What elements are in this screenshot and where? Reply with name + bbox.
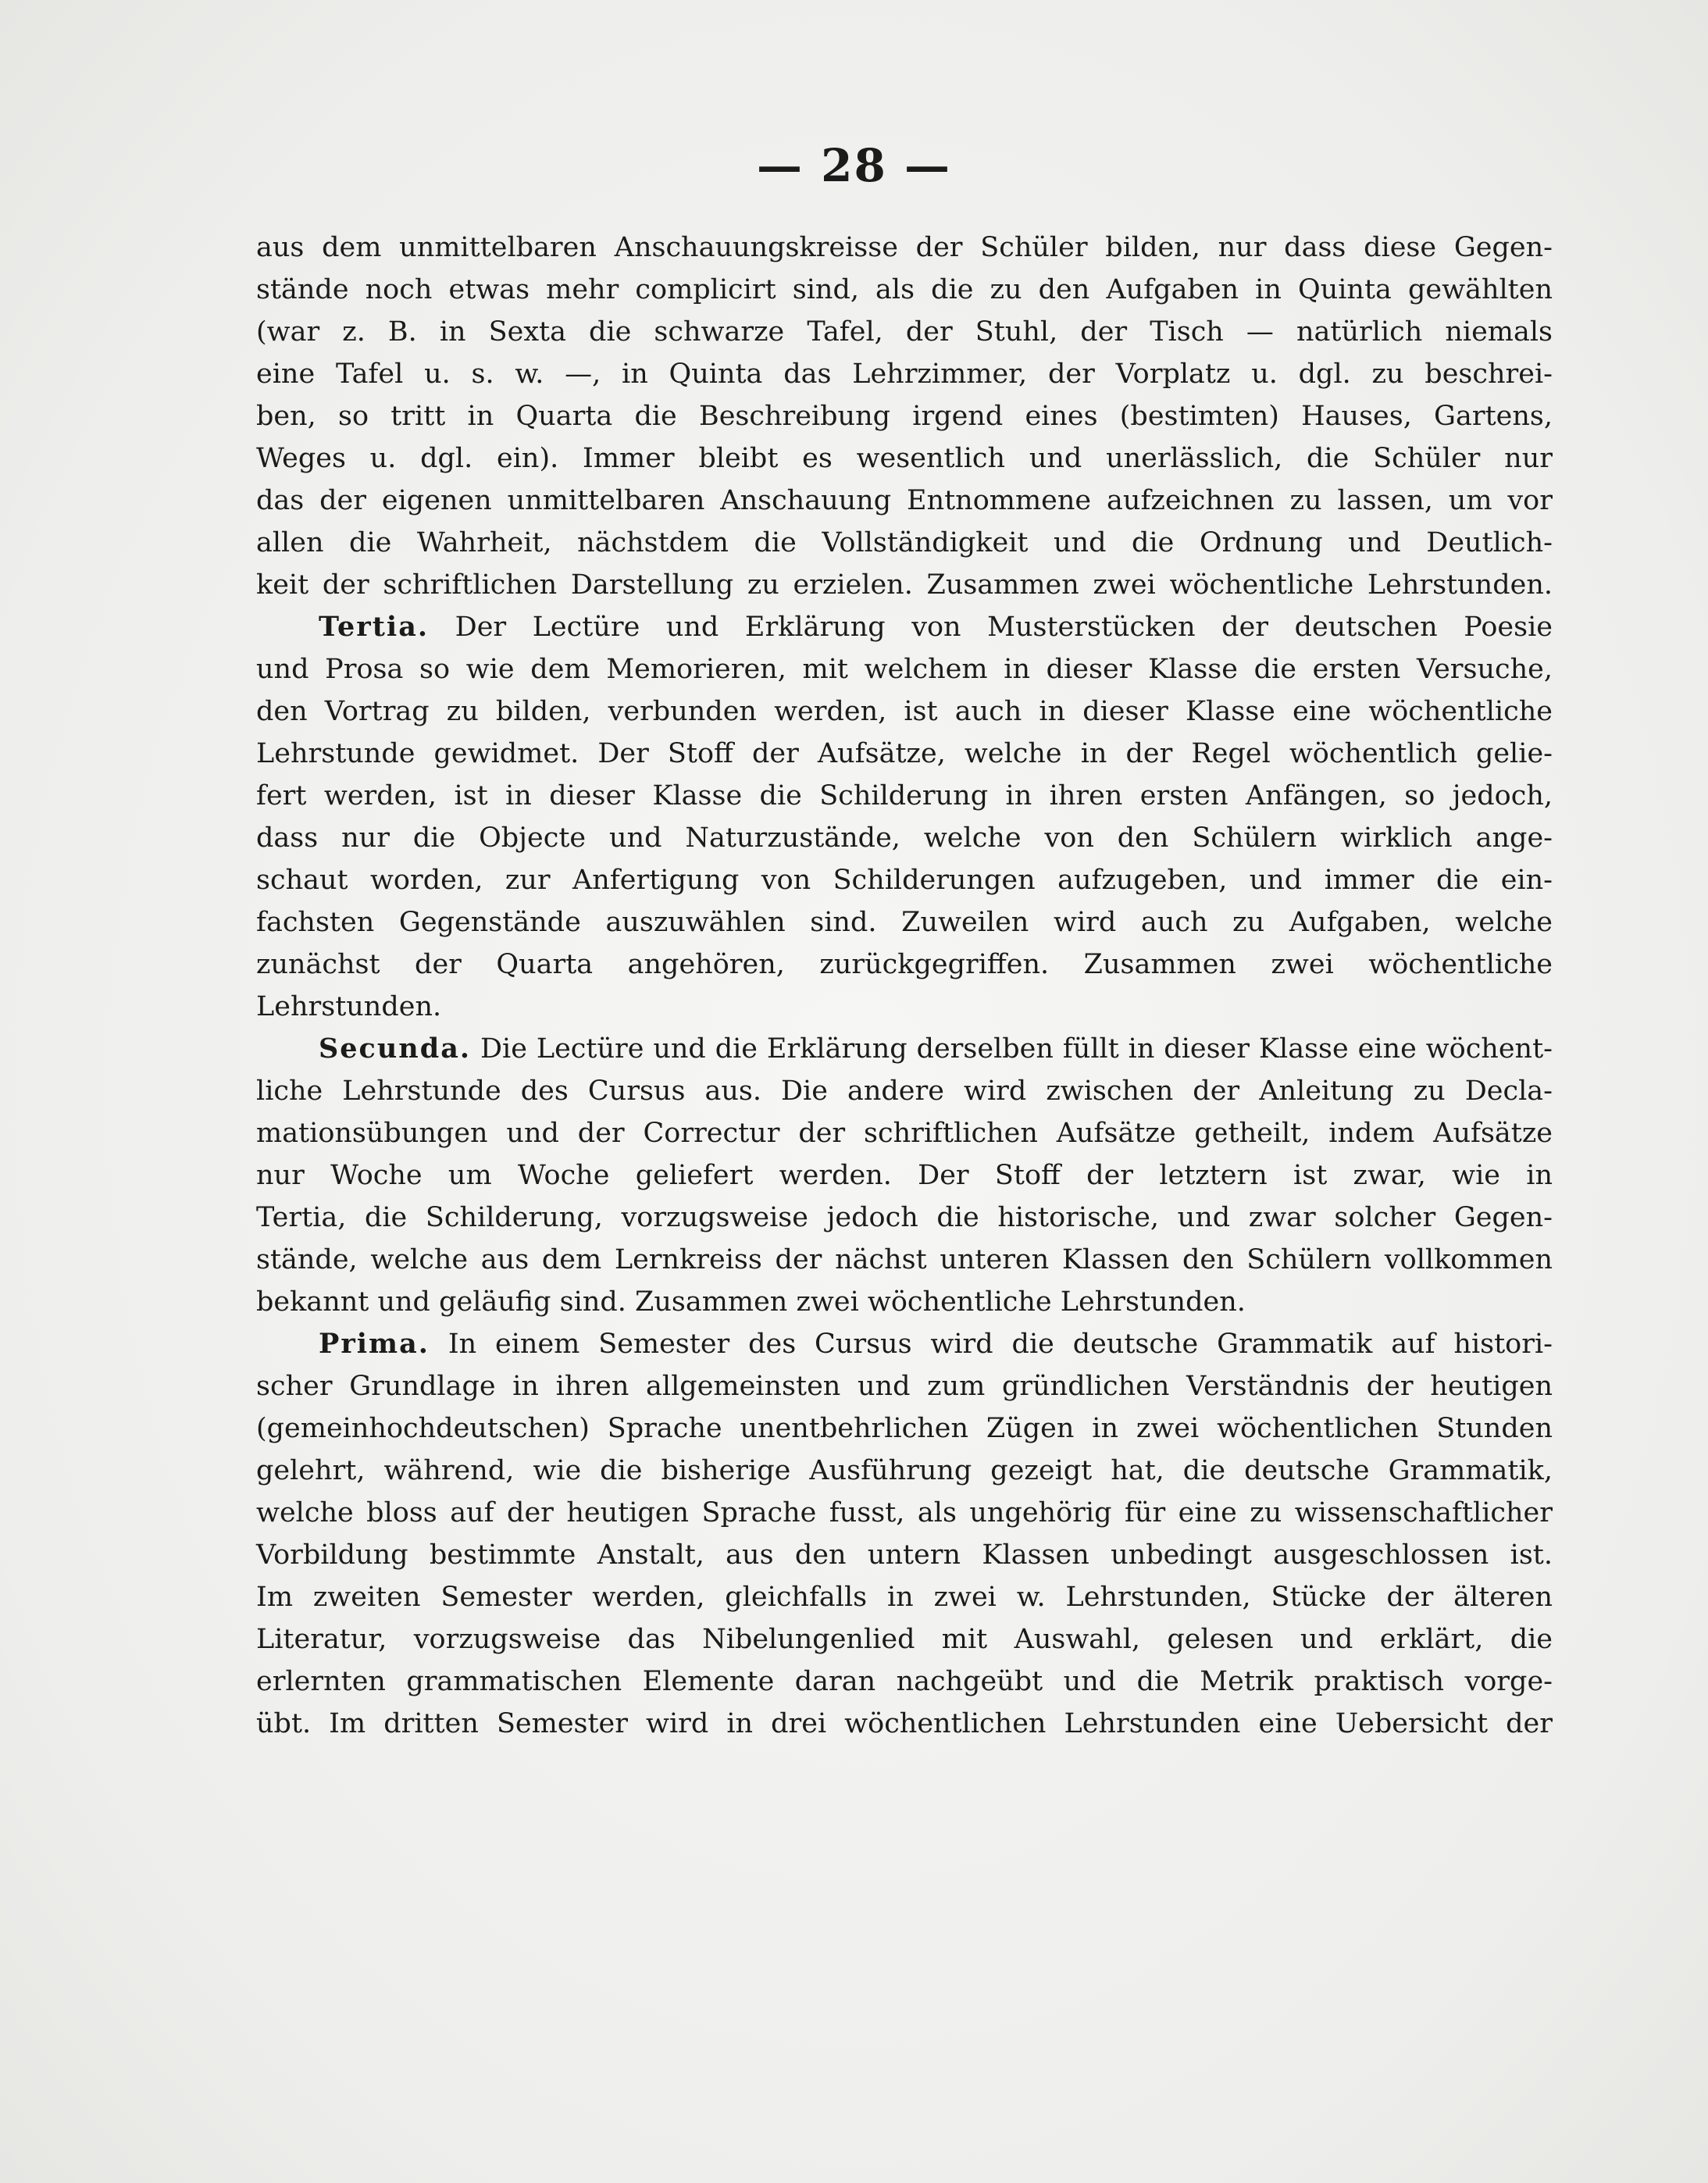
- text-line: zunächst der Quarta angehören, zurückgegriffen. Zusammen zwei wöchentliche: [256, 949, 1553, 980]
- text-line: (gemeinhochdeutschen) Sprache unentbehrlichen Zügen in zwei wöchentlichen Stunden: [256, 1413, 1553, 1444]
- section-heading-tertia: Tertia.: [319, 611, 430, 643]
- text-line: Im zweiten Semester werden, gleichfalls in zwei w. Lehrstunden, Stücke der älteren: [256, 1582, 1553, 1613]
- text-line: ben, so tritt in Quarta die Beschreibung irgend eines (bestimten) Hauses, Gartens,: [256, 401, 1553, 432]
- text-line: Vorbildung bestimmte Anstalt, aus den untern Klassen unbedingt ausgeschlossen ist.: [256, 1539, 1553, 1571]
- text-line: mationsübungen und der Correctur der schriftlichen Aufsätze getheilt, indem Aufsätze: [256, 1118, 1553, 1149]
- text-line: [256, 1323, 1553, 1365]
- text-line: fachsten Gegenstände auszuwählen sind. Zuweilen wird auch zu Aufgaben, welche: [256, 907, 1553, 938]
- text-line: scher Grundlage in ihren allgemeinsten und zum gründlichen Verständnis der heutigen: [256, 1371, 1553, 1402]
- text-line: schaut worden, zur Anfertigung von Schilderungen aufzugeben, und immer die ein-: [256, 865, 1553, 896]
- text-line: [256, 606, 1553, 648]
- paragraph-tertia: [256, 606, 1553, 1028]
- text-line: allen die Wahrheit, nächstdem die Vollständigkeit und die Ordnung und Deutlich-: [256, 527, 1553, 558]
- text-line: und Prosa so wie dem Memorieren, mit welchem in dieser Klasse die ersten Versuche,: [256, 654, 1553, 685]
- text-line: fert werden, ist in dieser Klasse die Schilderung in ihren ersten Anfängen, so jedoch,: [256, 780, 1553, 811]
- text-line: nur Woche um Woche geliefert werden. Der Stoff der letztern ist zwar, wie in: [256, 1160, 1553, 1191]
- text-line: Weges u. dgl. ein). Immer bleibt es wesentlich und unerlässlich, die Schüler nur: [256, 443, 1553, 474]
- text-line: [256, 1028, 1553, 1070]
- text-line-content: In einem Semester des Cursus wird die deutsche Grammatik auf histori-: [448, 1329, 1553, 1360]
- text-line: bekannt und geläufig sind. Zusammen zwei wöchentliche Lehrstunden.: [256, 1286, 1246, 1318]
- text-line: den Vortrag zu bilden, verbunden werden, ist auch in dieser Klasse eine wöchentliche: [256, 696, 1553, 727]
- text-line: aus dem unmittelbaren Anschauungskreisse der Schüler bilden, nur dass diese Gegen-: [256, 232, 1553, 263]
- text-line: welche bloss auf der heutigen Sprache fusst, als ungehörig für eine zu wissenschaftlicher: [256, 1497, 1553, 1528]
- text-line: Lehrstunden.: [256, 991, 442, 1022]
- text-line: gelehrt, während, wie die bisherige Ausführung gezeigt hat, die deutsche Grammatik,: [256, 1455, 1553, 1486]
- body-text: [256, 227, 1553, 1745]
- text-line-content: Der Lectüre und Erklärung von Musterstücken der deutschen Poesie: [455, 612, 1553, 643]
- section-heading-prima: Prima.: [319, 1328, 430, 1360]
- text-line: stände noch etwas mehr complicirt sind, als die zu den Aufgaben in Quinta gewählten: [256, 274, 1553, 305]
- text-line: liche Lehrstunde des Cursus aus. Die andere wird zwischen der Anleitung zu Decla-: [256, 1075, 1553, 1107]
- text-line-content: Die Lectüre und die Erklärung derselben füllt in dieser Klasse eine wöchent-: [480, 1033, 1553, 1065]
- paragraph-prima: [256, 1323, 1553, 1745]
- text-line: das der eigenen unmittelbaren Anschauung Entnommene aufzeichnen zu lassen, um vor: [256, 485, 1553, 516]
- text-line: eine Tafel u. s. w. —, in Quinta das Lehrzimmer, der Vorplatz u. dgl. zu beschrei-: [256, 358, 1553, 390]
- text-line: erlernten grammatischen Elemente daran nachgeübt und die Metrik praktisch vorge-: [256, 1666, 1553, 1697]
- paragraph-secunda: [256, 1028, 1553, 1323]
- text-line: dass nur die Objecte und Naturzustände, welche von den Schülern wirklich ange-: [256, 822, 1553, 854]
- text-line: stände, welche aus dem Lernkreiss der nächst unteren Klassen den Schülern vollkommen: [256, 1244, 1553, 1275]
- text-line: keit der schriftlichen Darstellung zu erzielen. Zusammen zwei wöchentliche Lehrstunden.: [256, 569, 1553, 601]
- paragraph-continuation: [256, 227, 1553, 606]
- text-line: Lehrstunde gewidmet. Der Stoff der Aufsätze, welche in der Regel wöchentlich gelie-: [256, 738, 1553, 769]
- page-number: — 28 —: [756, 139, 952, 192]
- text-line: Literatur, vorzugsweise das Nibelungenlied mit Auswahl, gelesen und erklärt, die: [256, 1624, 1553, 1655]
- text-line: übt. Im dritten Semester wird in drei wöchentlichen Lehrstunden eine Uebersicht der: [256, 1708, 1553, 1739]
- section-heading-secunda: Secunda.: [319, 1033, 472, 1065]
- text-line: (war z. B. in Sexta die schwarze Tafel, der Stuhl, der Tisch — natürlich niemals: [256, 316, 1553, 348]
- text-line: Tertia, die Schilderung, vorzugsweise jedoch die historische, und zwar solcher Gegen-: [256, 1202, 1553, 1233]
